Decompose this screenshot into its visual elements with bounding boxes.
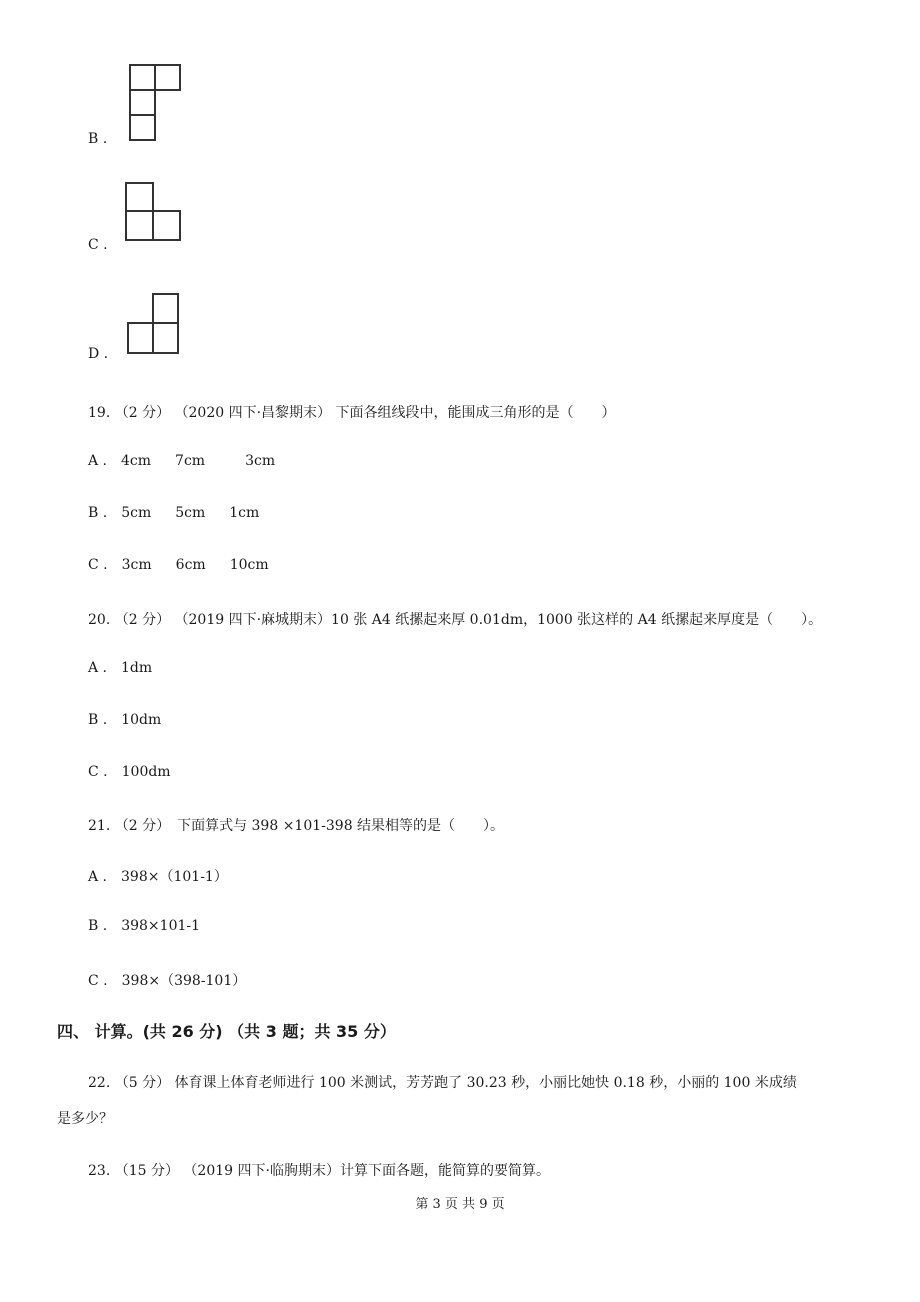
- segment-length: 10cm: [229, 557, 269, 573]
- question-20-option-b[interactable]: [88, 712, 161, 728]
- option-label: C .: [88, 973, 108, 989]
- option-label: B .: [88, 505, 108, 521]
- question-20-stem: 20. （2 分） （2019 四下·麻城期末）10 张 A4 纸摞起来厚 0.01dm，1000 张这样的 A4 纸摞起来厚度是（ ）。: [88, 612, 823, 628]
- option-label: B .: [88, 918, 108, 934]
- question-21-option-a[interactable]: [88, 866, 228, 886]
- question-19-option-b[interactable]: [88, 505, 259, 521]
- option-d-label[interactable]: D .: [88, 346, 109, 362]
- option-b-label[interactable]: B .: [88, 131, 108, 147]
- segment-length: 1cm: [229, 505, 260, 521]
- option-value: 398×（398-101）: [121, 973, 247, 989]
- question-19-stem: 19. （2 分） （2020 四下·昌黎期末） 下面各组线段中，能围成三角形的是（ ）: [88, 405, 616, 421]
- question-22-stem-line2: 是多少？: [57, 1111, 113, 1127]
- question-20-option-c[interactable]: [88, 764, 171, 780]
- segment-length: 5cm: [175, 505, 206, 521]
- option-value: 1dm: [121, 660, 153, 676]
- question-22-stem-line1: 22. （5 分） 体育课上体育老师进行 100 米测试，芳芳跑了 30.23 秒，小丽比她快 0.18 秒，小丽的 100 米成绩: [88, 1075, 797, 1091]
- option-label: C .: [88, 557, 108, 573]
- option-c-figure: [124, 181, 182, 243]
- question-21-stem: 21. （2 分） 下面算式与 398 ×101-398 结果相等的是（ ）。: [88, 818, 505, 834]
- option-value: 100dm: [121, 764, 171, 780]
- option-value: 398×（101-1）: [121, 869, 228, 885]
- option-value: 398×101-1: [121, 918, 201, 934]
- segment-length: 5cm: [121, 505, 152, 521]
- question-21-option-c[interactable]: [88, 970, 246, 990]
- section-heading: 四、 计算。(共 26 分) （共 3 题；共 35 分）: [57, 1022, 396, 1041]
- option-d-figure: [126, 292, 182, 356]
- question-19-option-a[interactable]: [88, 453, 275, 469]
- option-label: B .: [88, 712, 108, 728]
- page-footer: 第 3 页 共 9 页: [415, 1197, 505, 1212]
- segment-length: 3cm: [121, 557, 152, 573]
- segment-length: 3cm: [245, 453, 276, 469]
- segment-length: 6cm: [175, 557, 206, 573]
- segment-length: 4cm: [121, 453, 152, 469]
- question-19-option-c[interactable]: [88, 557, 269, 573]
- option-c-label[interactable]: C .: [88, 237, 108, 253]
- question-20-option-a[interactable]: [88, 660, 152, 676]
- segment-length: 7cm: [175, 453, 206, 469]
- option-label: A .: [88, 869, 108, 885]
- question-21-option-b[interactable]: [88, 918, 200, 934]
- option-label: C .: [88, 764, 108, 780]
- option-b-figure: [128, 63, 182, 143]
- option-label: A .: [88, 660, 108, 676]
- question-23-stem: 23. （15 分） （2019 四下·临朐期末）计算下面各题，能简算的要简算。: [88, 1163, 550, 1179]
- option-value: 10dm: [121, 712, 162, 728]
- option-label: A .: [88, 453, 108, 469]
